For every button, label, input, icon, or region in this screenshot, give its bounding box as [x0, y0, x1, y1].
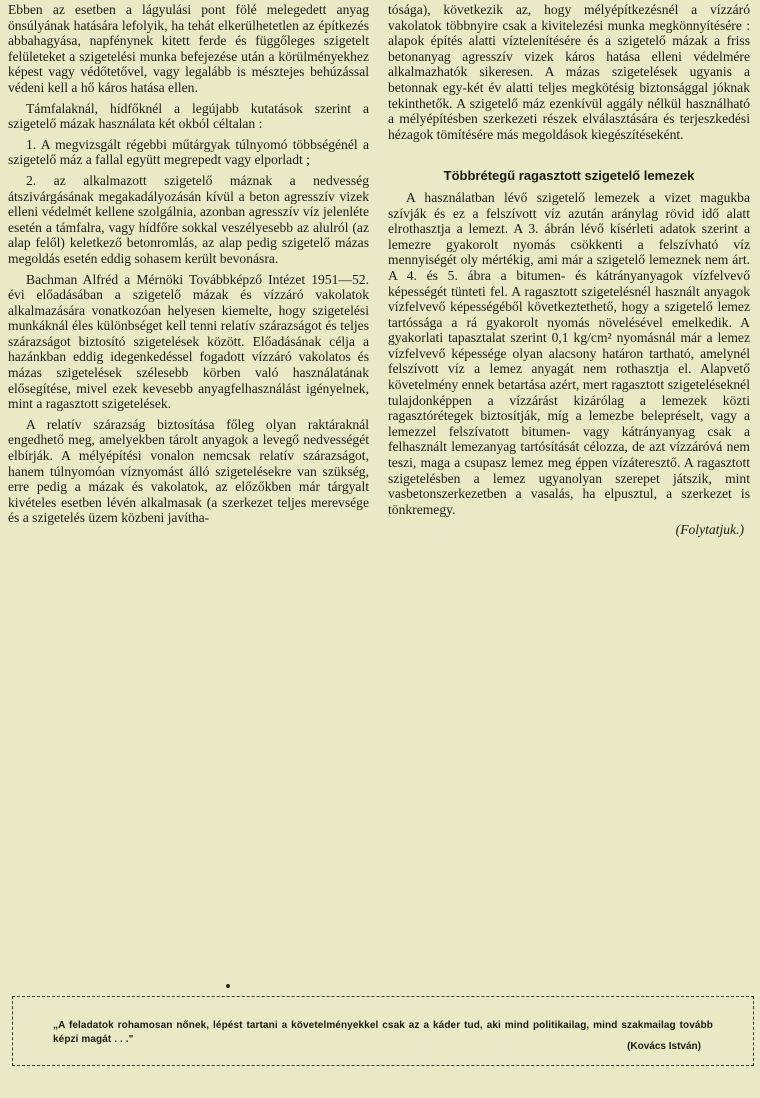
paragraph: Támfalaknál, hídfőknél a legújabb kutatások szerint a szigetelő mázak használata két okból céltalan : [8, 100, 369, 132]
quote-text: „A feladatok rohamosan nőnek, lépést tartani a követelményekkel csak az a káder tud, aki mind politikailag, mind szakmailag tovább képzi magát . . ." [53, 1020, 713, 1045]
paragraph: A relatív szárazság biztosítása főleg olyan raktáraknál engedhető meg, amelyekben tárolt anyagok a levegő nedvességét elbírják. A mélyépítési vonalon nemcsak relatív szárazságot, hanem túlnyomóan víznyomást álló szigetelésekre van szükség, erre pedig a mázak és vakolatok, az előzőkben már tárgyalt kivételes esetben lévén alkalmasak (a szerkezet teljes merevsége és a szigetelés üzem közbeni javítha- [8, 416, 369, 526]
paragraph: tósága), következik az, hogy mélyépítkezésnél a vízzáró vakolatok többnyire csak a kivitelezési munka megkönnyítésére : alapok építés alatti víztelenítésére és a szigetelő mázak a friss betonanyag agresszív vizek káros hatása elleni védelmére alkalmazhatók sikeresen. A mázas szigetelések ugyanis a betonnak egy-két év alatti teljes megkötésig biztonsággal jóknak tekinthetők. A szigetelő máz ezenkívül aggály nélkül használható a mélyépítésben szerkezeti részek elválasztására és terjeszkedési hézagok tömítésére más megoldások kiegészítéseként. [388, 2, 750, 142]
ornament-dot [226, 984, 230, 988]
paragraph: Bachman Alfréd a Mérnöki Továbbképző Intézet 1951—52. évi előadásában a szigetelő mázak és vízzáró vakolatok alkalmazására vonatkozóan helyesen kiemelte, hogy szigetelési munkáknál éles különbséget kell tenni relatív szárazságot és teljes szárazságot biztosító szigetelések között. Előadásának célja a hazánkban eddig idegenkedéssel fogadott vízzáró vakolatos és mázas szigetelések szélesebb körben való használatának elősegítése, mivel ezek kevesebb anyagfelhasználást igényelnek, mint a ragasztott szigetelések. [8, 271, 369, 412]
quote-author: (Kovács István) [627, 1041, 701, 1052]
right-column [388, 2, 750, 538]
continued-note: (Folytatjuk.) [675, 522, 744, 538]
section-heading: Többrétegű ragasztott szigetelő lemezek [443, 168, 695, 184]
left-column [8, 2, 369, 531]
paragraph: A használatban lévő szigetelő lemezek a vizet magukba szívják és ez a felszívott víz azután aránylag rövid idő alatt elrothasztja a lemezt. A 3. ábrán lévő kísérleti adatok szerint a lemezre gyakorolt nyomás csökkenti a felszívható víz mennyiségét oly mértékig, ami már a szigetelő lemeznek nem árt. A 4. és 5. ábra a bitumen- és kátrányanyagok vízfelvevő képességét tünteti fel. A ragasztott szigetelésnél használt anyagok vízfelvevő képességéből következtethető, hogy a szigetelő lemez tartóssága a rá gyakorolt nyomás növelésével emelkedik. A gyakorlati tapasztalat szerint 0,1 kg/cm² nyomásnál már a lemez vízfelvevő képessége olyan alacsony határon tartható, amelynél felszívott víz a lemez anyagát nem rothasztja el. Alapvető követelmény ennek betartása azért, mert ragasztott szigeteléseknél tulajdonképpen a vízzárást kizárólag a lemezek közti ragasztórétegek biztosítják, míg a lemezbe belepréselt, vagy a lemezzel felszívatott bitumen- vagy kátrányanyag csak a felhasznált lemezanyag tartósítását célozza, de azt vízzáróvá nem teszi, maga a csupasz lemez meg éppen vízáteresztő. A ragasztott szigetelésben a lemez ugyanolyan szerepet játszik, mint vasbetonszerkezetben a vasalás, ha elpusztul, a szerkezet is tönkremegy. [388, 189, 750, 517]
paragraph: 2. az alkalmazott szigetelő máznak a nedvesség átszivárgásának megakadályozásán kívül a beton agresszív vizek elleni védelmét kellene szolgálnia, azonban agresszív víz jelenléte esetén a támfalra, vagy hídfőre sokkal veszélyesebb az alulról (az alap felől) keletkező betonromlás, az alap pedig szigetelő mázas megoldás esetén eddig sohasem került bevonásra. [8, 172, 369, 266]
quote-box [12, 996, 754, 1066]
paragraph: 1. A megvizsgált régebbi műtárgyak túlnyomó többségénél a szigetelő máz a fallal együtt megrepedt vagy elporladt ; [8, 136, 369, 168]
paragraph: Ebben az esetben a lágyulási pont fölé melegedett anyag önsúlyának hatására lefolyik, ha tehát elkerülhetetlen az építkezés abbahagyása, napfénynek kitett ferde és függőleges szigetelt felületeket a szigetelési munka befejezése után a körülményekhez képest vagy védőtetővel, vagy legalább is mésztejes behúzással védeni kell a hő káros hatása ellen. [8, 2, 369, 95]
